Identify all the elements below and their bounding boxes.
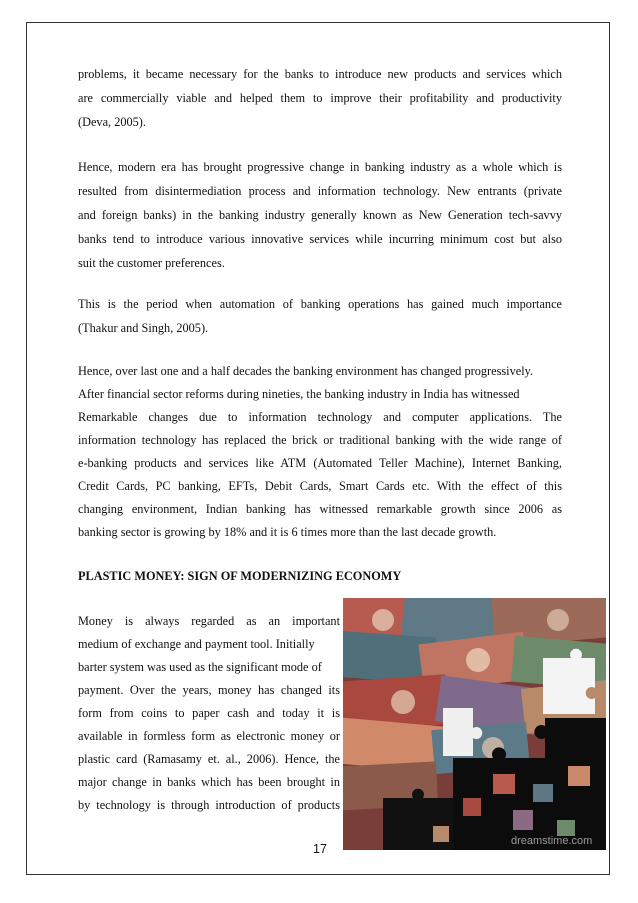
- text-line: changing environment, Indian banking has witnessed remarkable growth since 2006 as: [78, 502, 562, 516]
- watermark-text: dreamstime.com: [511, 835, 593, 847]
- text-line: medium of exchange and payment tool. Initially: [78, 637, 315, 651]
- banknote-collage: [343, 598, 606, 850]
- text-line: Hence, modern era has brought progressive change in banking industry as a whole which is: [78, 160, 562, 174]
- text-line: e-banking products and services like ATM (Automated Teller Machine), Internet Banking,: [78, 456, 562, 470]
- text-line: banking sector is growing by 18% and it is 6 times more than the last decade growth.: [78, 525, 497, 539]
- text-line: major change in banks which has been brought in: [78, 775, 340, 789]
- text-line: Money is always regarded as an important: [78, 614, 340, 628]
- text-line: are commercially viable and helped them to improve their profitability and productivity: [78, 91, 562, 105]
- text-line: resulted from disintermediation process and information technology. New entrants (private: [78, 184, 562, 198]
- text-line: This is the period when automation of banking operations has gained much importance: [78, 297, 562, 311]
- text-line: and foreign banks) in the banking industry generally known as New Generation tech-savvy: [78, 208, 562, 222]
- text-line: problems, it became necessary for the banks to introduce new products and services which: [78, 67, 562, 81]
- text-line: suit the customer preferences.: [78, 256, 225, 270]
- text-line: information technology has replaced the brick or traditional banking with the wide range of: [78, 433, 562, 447]
- text-line: (Thakur and Singh, 2005).: [78, 321, 209, 335]
- text-line: (Deva, 2005).: [78, 115, 146, 129]
- page-number: 17: [313, 842, 327, 856]
- text-line: banks tend to introduce various innovative services while incurring minimum cost but also: [78, 232, 562, 246]
- text-line: Remarkable changes due to information technology and computer applications. The: [78, 410, 562, 424]
- text-line: by technology is through introduction of products: [78, 798, 340, 812]
- section-heading: PLASTIC MONEY: SIGN OF MODERNIZING ECONOMY: [78, 569, 402, 583]
- text-line: form from coins to paper cash and today it is: [78, 706, 340, 720]
- text-line: After financial sector reforms during nineties, the banking industry in India has witnessed: [78, 387, 520, 401]
- text-line: available in formless form as electronic money or: [78, 729, 340, 743]
- text-line: Credit Cards, PC banking, EFTs, Debit Cards, Smart Cards etc. With the effect of this: [78, 479, 562, 493]
- text-line: Hence, over last one and a half decades the banking environment has changed progressively.: [78, 364, 534, 378]
- text-line: barter system was used as the significant mode of: [78, 660, 322, 674]
- text-line: plastic card (Ramasamy et. al., 2006). Hence, the: [78, 752, 340, 766]
- text-line: payment. Over the years, money has changed its: [78, 683, 340, 697]
- banknote-puzzle-image: [343, 598, 606, 850]
